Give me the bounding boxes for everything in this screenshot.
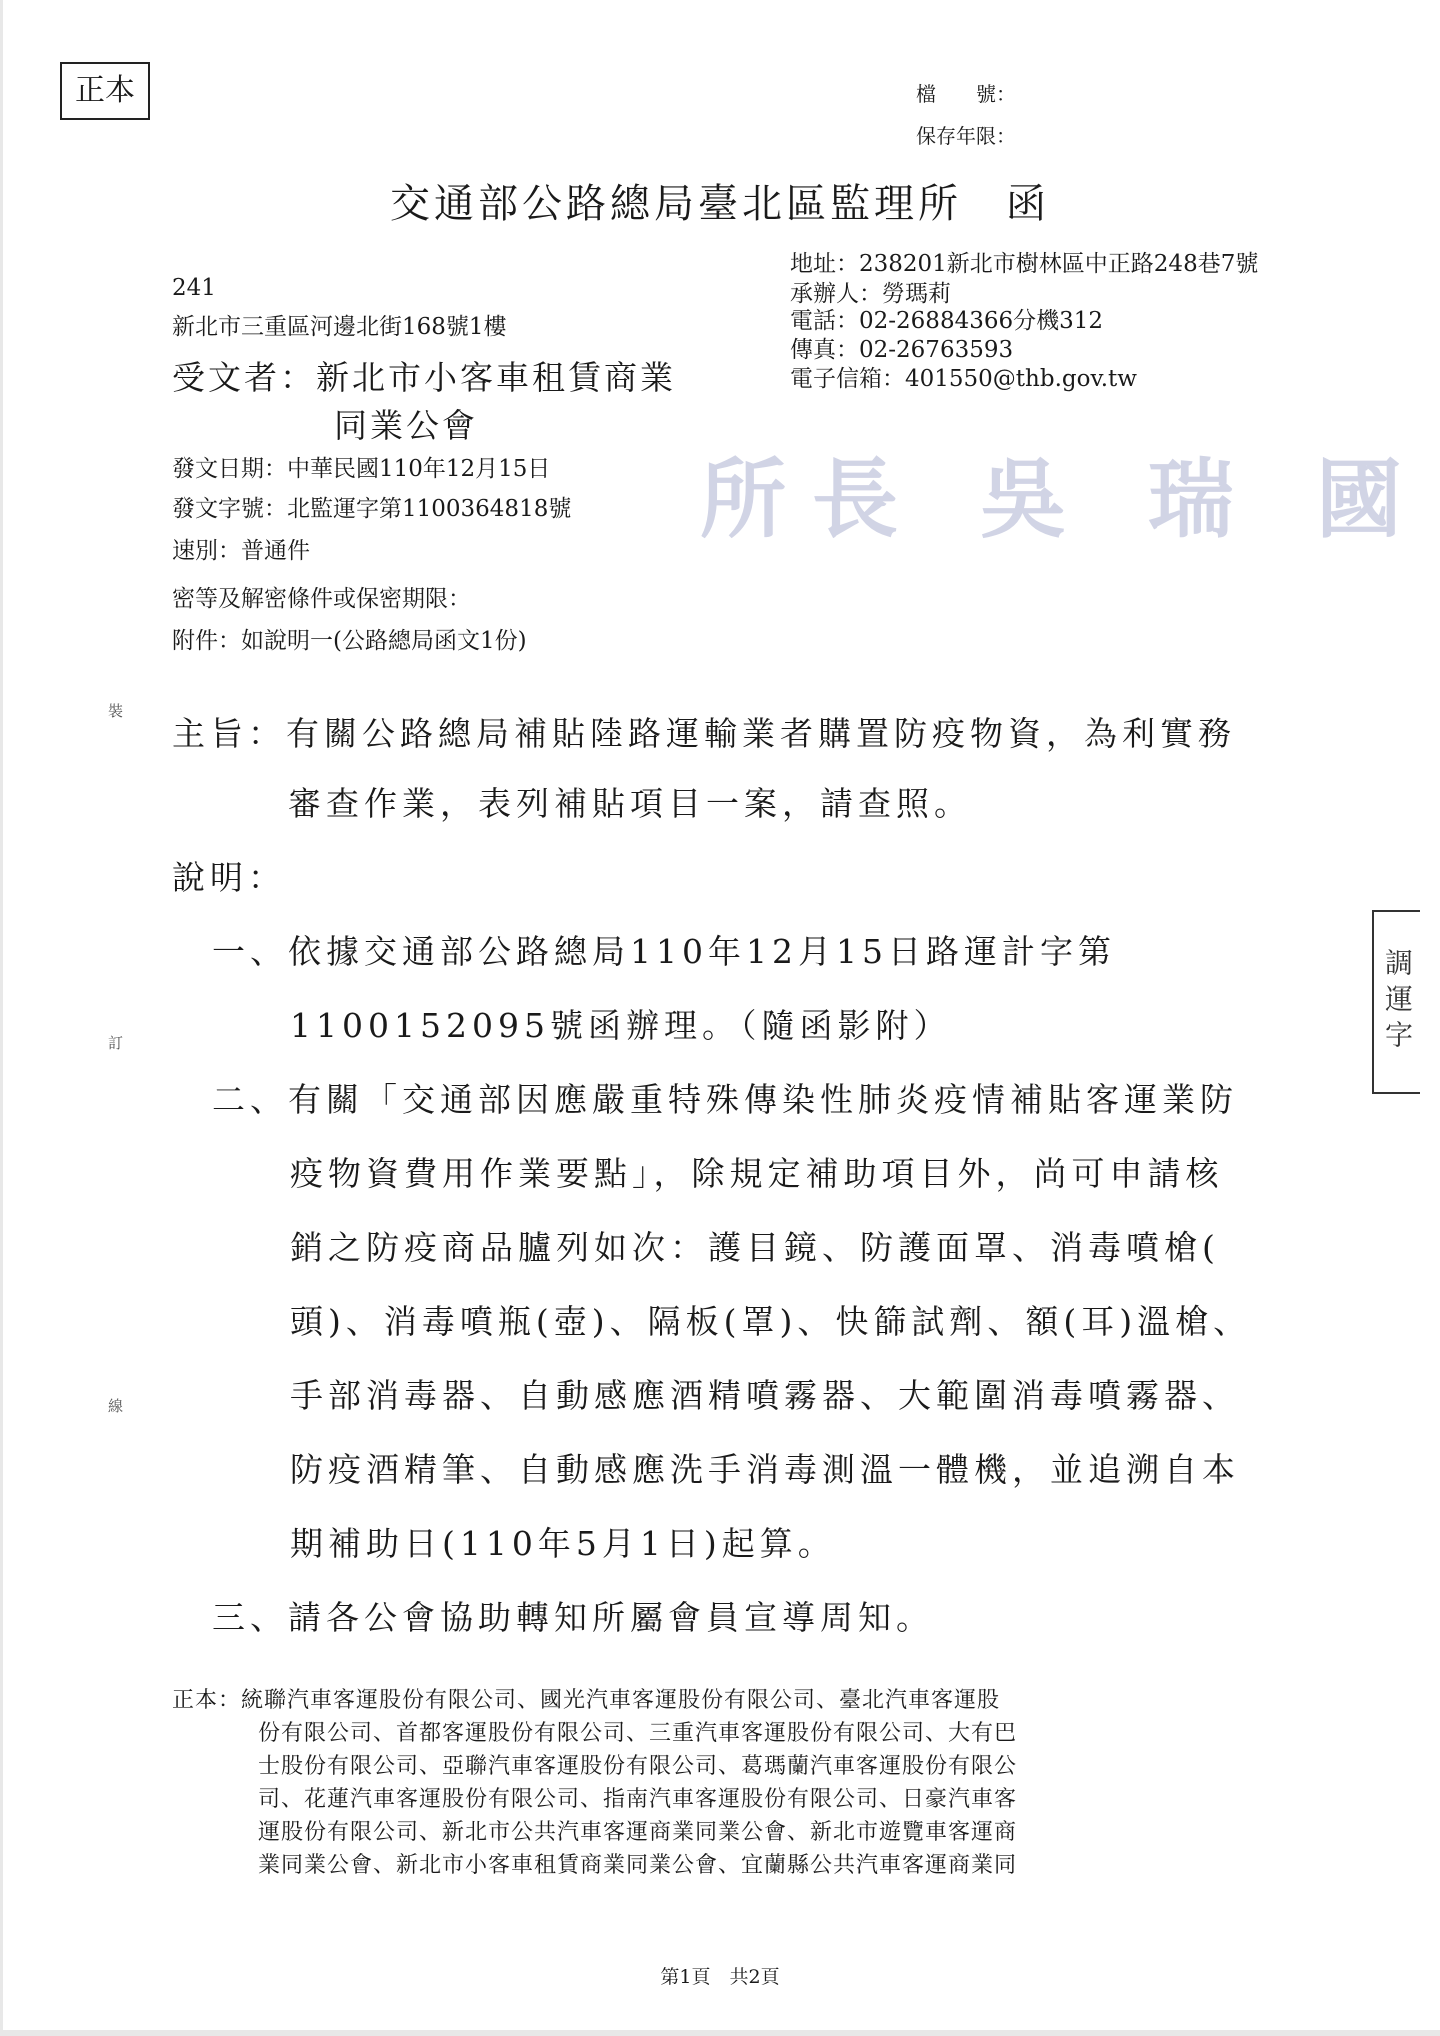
item-3-line-1: 三、請各公會協助轉知所屬會員宣導周知。 xyxy=(212,1598,934,1637)
recipient-address: 新北市三重區河邊北街168號1樓 xyxy=(172,314,507,340)
recipient-line-2: 同業公會 xyxy=(334,406,478,445)
binding-mark-staple: 訂 xyxy=(108,1034,124,1052)
item-2-line-1: 二、有關「交通部因應嚴重特殊傳染性肺炎疫情補貼客運業防 xyxy=(212,1080,1238,1119)
item-2-line-2: 疫物資費用作業要點」，除規定補助項目外，尚可申請核 xyxy=(290,1154,1224,1193)
sender-phone: 電話：02-26884366分機312 xyxy=(790,308,1104,334)
official-seal: 所長 吳 瑞 國 xyxy=(700,449,1428,550)
binding-mark-line: 線 xyxy=(108,1397,124,1415)
item-1-line-2: 1100152095號函辦理。（隨函影附） xyxy=(290,1006,952,1045)
side-tab-stamp: 調運字 xyxy=(1372,910,1420,1094)
page-number: 第1頁 共2頁 xyxy=(660,1966,780,1988)
sender-fax: 傳真：02-26763593 xyxy=(790,337,1014,363)
explanation-label: 說明： xyxy=(172,858,286,897)
item-2-line-4: 頭)、消毒噴瓶(壺)、隔板(罩)、快篩試劑、額(耳)溫槍、 xyxy=(290,1302,1252,1341)
subject-line-2: 審查作業，表列補貼項目一案，請查照。 xyxy=(288,784,972,823)
copies-to-line-3: 士股份有限公司、亞聯汽車客運股份有限公司、葛瑪蘭汽車客運股份有限公 xyxy=(258,1754,1018,1779)
copies-to-line-5: 運股份有限公司、新北市公共汽車客運商業同業公會、新北市遊覽車客運商 xyxy=(258,1820,1018,1845)
retention-label: 保存年限： xyxy=(916,124,1016,148)
issue-date: 發文日期：中華民國110年12月15日 xyxy=(172,456,551,482)
copies-to-line-2: 份有限公司、首都客運股份有限公司、三重汽車客運股份有限公司、大有巴 xyxy=(258,1721,1018,1746)
copies-to-line-4: 司、花蓮汽車客運股份有限公司、指南汽車客運股份有限公司、日豪汽車客 xyxy=(258,1787,1018,1812)
document-title: 交通部公路總局臺北區監理所 函 xyxy=(390,181,1050,227)
item-1-line-1: 一、依據交通部公路總局110年12月15日路運計字第 xyxy=(212,932,1116,971)
recipient-postal-code: 241 xyxy=(172,275,216,301)
binding-mark-bind: 裝 xyxy=(108,702,124,720)
item-2-line-3: 銷之防疫商品臚列如次：護目鏡、防護面罩、消毒噴槍( xyxy=(290,1228,1220,1267)
copies-to-line-6: 業同業公會、新北市小客車租賃商業同業公會、宜蘭縣公共汽車客運商業同 xyxy=(258,1853,1018,1878)
item-2-line-7: 期補助日(110年5月1日)起算。 xyxy=(290,1524,836,1563)
attachment: 附件：如說明一(公路總局函文1份) xyxy=(172,628,527,654)
subject-line-1: 主旨：有關公路總局補貼陸路運輸業者購置防疫物資，為利實務 xyxy=(172,714,1236,753)
delivery-speed: 速別：普通件 xyxy=(172,538,310,564)
item-2-line-6: 防疫酒精筆、自動感應洗手消毒測溫一體機，並追溯自本 xyxy=(290,1450,1240,1489)
copies-to-line-1: 正本：統聯汽車客運股份有限公司、國光汽車客運股份有限公司、臺北汽車客運股 xyxy=(172,1688,1001,1713)
original-copy-stamp: 正本 xyxy=(60,62,150,120)
recipient-line-1: 受文者：新北市小客車租賃商業 xyxy=(172,358,676,397)
sender-handler: 承辦人：勞瑪莉 xyxy=(790,281,951,307)
sender-email: 電子信箱：401550@thb.gov.tw xyxy=(790,366,1137,392)
secrecy-level: 密等及解密條件或保密期限： xyxy=(172,586,471,612)
sender-address: 地址：238201新北市樹林區中正路248巷7號 xyxy=(790,251,1259,277)
item-2-line-5: 手部消毒器、自動感應酒精噴霧器、大範圍消毒噴霧器、 xyxy=(290,1376,1240,1415)
file-number-label: 檔 號： xyxy=(916,82,1016,106)
document-number: 發文字號：北監運字第1100364818號 xyxy=(172,496,572,522)
